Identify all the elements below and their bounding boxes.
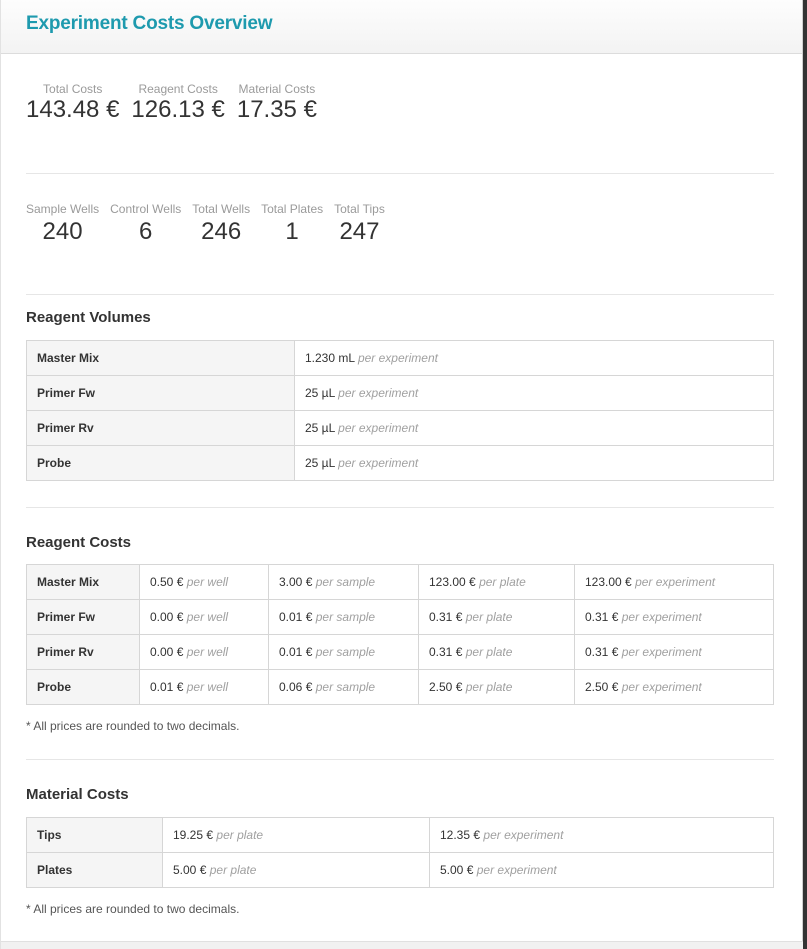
table-row [27,670,774,705]
row-name: Probe [27,446,295,481]
cost-cell [269,600,419,635]
row-name: Master Mix [27,565,140,600]
reagent-costs-stat [131,82,224,124]
page-title: Experiment Costs Overview [26,13,273,34]
table-row [27,818,774,853]
cell-value: 0.00 € [150,610,184,624]
row-name: Tips [27,818,163,853]
reagent-volumes-table [26,340,774,481]
rounding-note: * All prices are rounded to two decimals. [26,719,240,733]
cell-unit: per experiment [338,421,419,435]
cost-cell [269,565,419,600]
cell-unit: per experiment [476,863,557,877]
cell-value: 5.00 € [173,863,207,877]
window-edge [803,0,807,949]
cell-unit: per plate [479,575,526,589]
cell-unit: per sample [315,610,376,624]
stat-value: 246 [201,218,242,245]
cost-cell [140,670,269,705]
footer-band [1,941,804,949]
row-name: Probe [27,670,140,705]
cost-cell [575,635,774,670]
cost-cell [140,635,269,670]
cell-value: 0.01 € [279,645,313,659]
stat-label: Control Wells [110,202,182,216]
cell-unit: per plate [216,828,264,842]
stat-label: Total Plates [261,202,324,216]
material-costs-title: Material Costs [26,786,129,803]
cell-value: 123.00 € [429,575,476,589]
row-name: Primer Fw [27,600,140,635]
cell-value: 19.25 € [173,828,214,842]
cell-unit: per plate [209,863,257,877]
cell-value: 0.31 € [585,610,619,624]
volume-cell [295,446,774,481]
cell-value: 2.50 € [429,680,463,694]
cost-cell [419,600,575,635]
cost-cell [140,600,269,635]
main-content [1,54,802,916]
control-wells-stat [110,202,181,248]
cell-value: 25 µL [305,386,335,400]
stat-value: 143.48 € [26,96,120,123]
cell-unit: per plate [465,610,513,624]
cost-cell [269,635,419,670]
stat-value: 247 [339,218,380,245]
divider [26,759,774,760]
stat-value: 1 [285,218,299,245]
table-row [27,565,774,600]
cell-value: 2.50 € [585,680,619,694]
row-name: Primer Rv [27,411,295,446]
cost-summary [26,54,774,124]
cell-unit: per experiment [621,645,702,659]
cell-unit: per sample [315,575,376,589]
reagent-volumes-title: Reagent Volumes [26,309,151,326]
total-plates-stat [261,202,323,248]
well-summary [26,174,774,248]
stat-label: Material Costs [238,82,316,96]
cell-value: 5.00 € [440,863,474,877]
cell-unit: per experiment [357,351,438,365]
cell-unit: per plate [465,645,513,659]
table-row [27,446,774,481]
cell-value: 25 µL [305,456,335,470]
row-name: Master Mix [27,341,295,376]
cell-unit: per experiment [338,456,419,470]
cell-unit: per well [186,610,229,624]
cost-cell [269,670,419,705]
cell-value: 1.230 mL [305,351,355,365]
total-tips-stat [334,202,385,248]
cost-cell [140,565,269,600]
table-row [27,411,774,446]
cell-value: 123.00 € [585,575,632,589]
stat-label: Total Wells [192,202,251,216]
cost-cell [575,670,774,705]
cell-value: 3.00 € [279,575,313,589]
cell-value: 0.01 € [279,610,313,624]
cell-value: 12.35 € [440,828,481,842]
total-wells-stat [192,202,250,248]
cell-unit: per plate [465,680,513,694]
stat-value: 17.35 € [236,96,317,123]
reagent-costs-table [26,564,774,705]
cell-unit: per sample [315,645,376,659]
divider [26,294,774,295]
stat-value: 6 [139,218,153,245]
table-row [27,376,774,411]
cell-unit: per experiment [635,575,716,589]
cell-unit: per well [186,680,229,694]
cell-unit: per experiment [621,680,702,694]
cell-unit: per experiment [621,610,702,624]
table-row [27,341,774,376]
cell-unit: per experiment [483,828,564,842]
cell-value: 25 µL [305,421,335,435]
stat-value: 126.13 € [131,96,225,123]
stat-label: Sample Wells [26,202,100,216]
cell-unit: per well [186,575,229,589]
material-costs-table [26,817,774,888]
row-name: Plates [27,853,163,888]
cost-cell [419,635,575,670]
table-row [27,635,774,670]
volume-cell [295,341,774,376]
rounding-note: * All prices are rounded to two decimals. [26,902,240,916]
cell-unit: per well [186,645,229,659]
table-row [27,600,774,635]
cell-value: 0.31 € [429,645,463,659]
cell-value: 0.00 € [150,645,184,659]
stat-label: Total Costs [43,82,103,96]
divider [26,507,774,508]
page-header [1,0,802,54]
row-name: Primer Rv [27,635,140,670]
cell-unit: per sample [315,680,376,694]
volume-cell [295,376,774,411]
sample-wells-stat [26,202,99,248]
cost-cell [430,853,774,888]
total-costs-stat [26,82,119,124]
row-name: Primer Fw [27,376,295,411]
cost-cell [163,818,430,853]
cell-value: 0.01 € [150,680,184,694]
cost-cell [419,670,575,705]
stat-label: Reagent Costs [138,82,218,96]
cell-value: 0.31 € [429,610,463,624]
cost-cell [575,565,774,600]
reagent-costs-title: Reagent Costs [26,534,132,551]
cell-value: 0.06 € [279,680,313,694]
volume-cell [295,411,774,446]
stat-value: 240 [42,218,83,245]
cost-cell [430,818,774,853]
material-costs-stat [237,82,317,124]
cell-value: 0.31 € [585,645,619,659]
cell-value: 0.50 € [150,575,184,589]
cell-unit: per experiment [338,386,419,400]
cost-cell [575,600,774,635]
cost-cell [163,853,430,888]
table-row [27,853,774,888]
stat-label: Total Tips [334,202,385,216]
cost-cell [419,565,575,600]
